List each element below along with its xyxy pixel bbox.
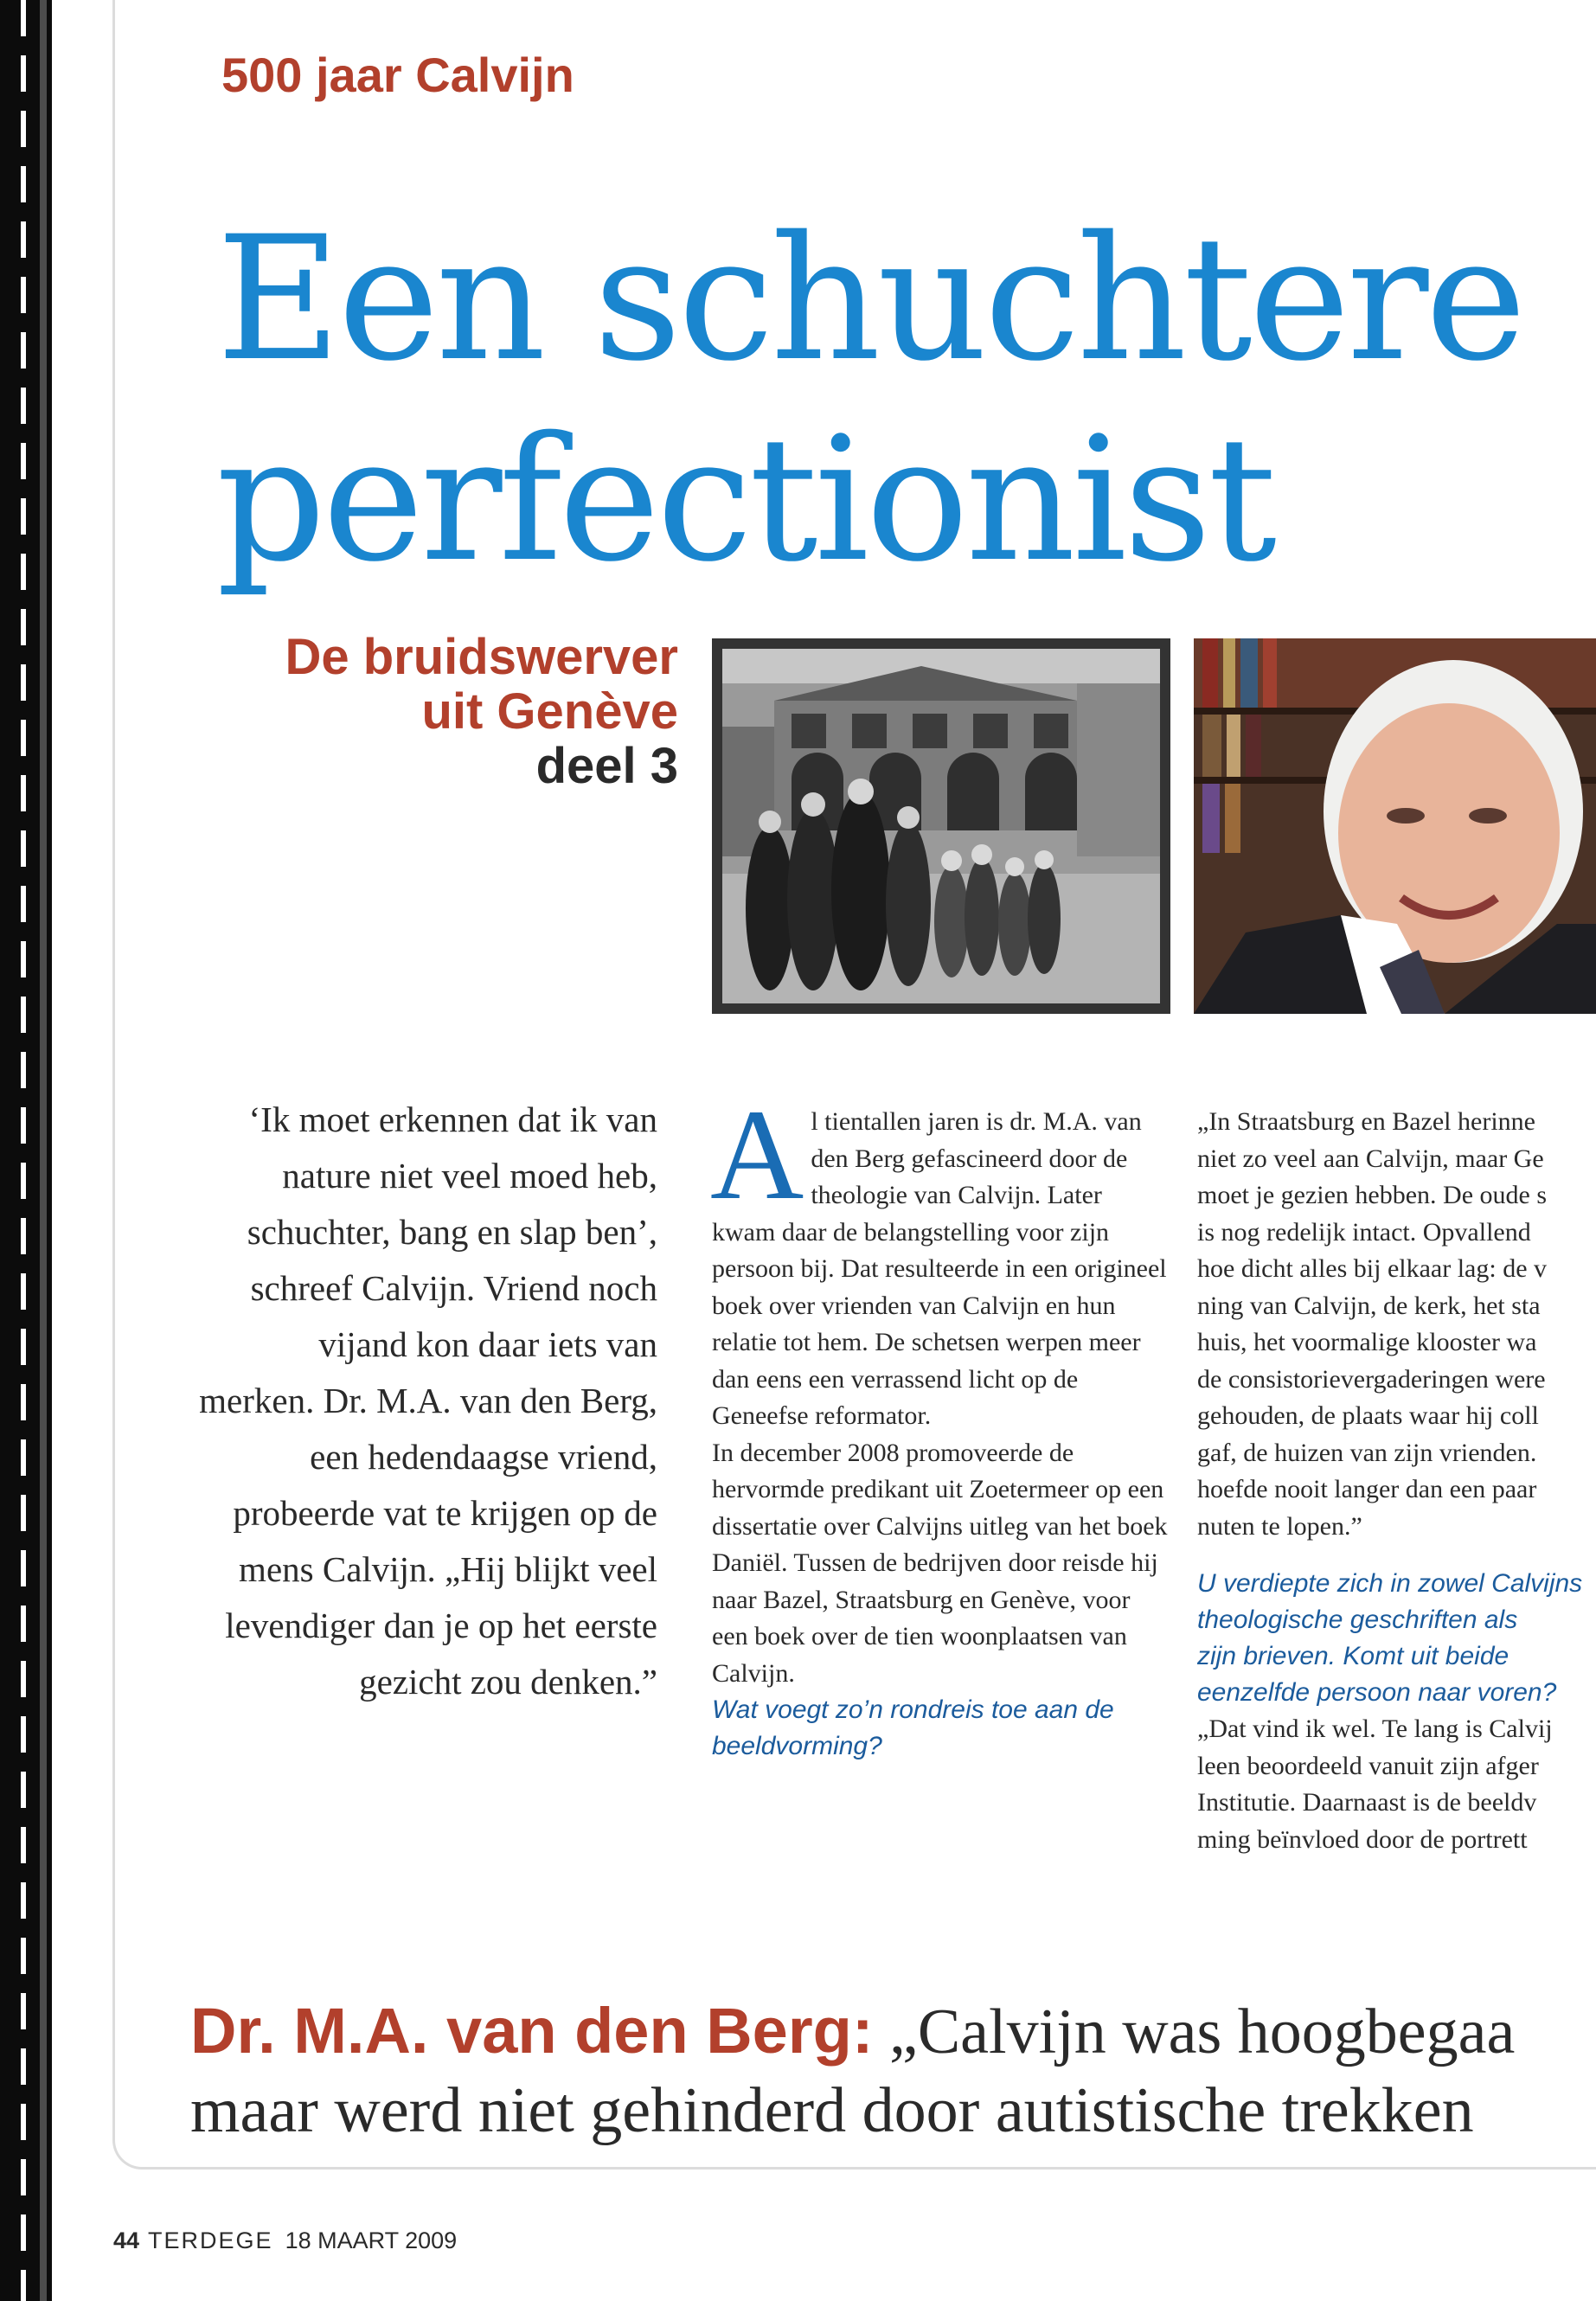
series-title — [216, 630, 678, 793]
answer-1-line: hoefde nooit langer dan een paar — [1197, 1475, 1537, 1503]
series-part: deel 3 — [535, 738, 678, 794]
answer-2-line: leen beoordeeld vanuit zijn afger — [1197, 1751, 1539, 1780]
paragraph-opening — [710, 1083, 1169, 1435]
answer-1-line: de consistorievergaderingen were — [1197, 1364, 1546, 1394]
answer-2-line: „Dat vind ik wel. Te lang is Calvij — [1197, 1715, 1553, 1743]
headline-line-2: perfectionist — [216, 400, 1274, 599]
answer-1-line: niet zo veel aan Calvijn, maar Ge — [1197, 1144, 1544, 1173]
question-2-line: theologische geschriften als — [1197, 1606, 1518, 1634]
kicker: 500 jaar Calvijn — [221, 48, 574, 102]
drop-cap: A — [710, 1083, 804, 1227]
answer-1-line: huis, het voormalige klooster wa — [1197, 1328, 1537, 1356]
question-2-line: eenzelfde persoon naar voren? — [1197, 1678, 1557, 1707]
answer-1-line: ning van Calvijn, de kerk, het sta — [1197, 1291, 1541, 1320]
answer-1-line: gehouden, de plaats waar hij coll — [1197, 1401, 1539, 1430]
paragraph-opening-text: l tientallen jaren is dr. M.A. van den Berg gefascineerd door de theologie van Calvijn. Later kwam daar de belangstelling voor zijn persoon bij. Dat resulteerde in een origineel boek over vrienden van Calvijn en hun relatie tot hem. De schetsen werpen meer dan eens een verrassend licht op de Geneefse reformator. — [712, 1107, 1167, 1430]
interview-question-2 — [1197, 1566, 1596, 1711]
answer-1-line: is nog redelijk intact. Opvallend — [1197, 1217, 1531, 1247]
historical-engraving-image — [712, 638, 1170, 1014]
answer-2-line: ming beïnvloed door de portrett — [1197, 1824, 1528, 1854]
answer-1-line: gaf, de huizen van zijn vrienden. — [1197, 1438, 1537, 1467]
pull-quote-speaker: Dr. M.A. van den Berg: — [190, 1995, 874, 2067]
paragraph-promotion: In december 2008 promoveerde de hervormde predikant uit Zoetermeer op een dissertatie over Calvijns uitleg van het boek Daniël. Tussen de bedrijven door reisde hij naar Bazel, Straatsburg en Genève, voor een boek over de tien woonplaatsen van Calvijn. — [712, 1438, 1168, 1688]
headline-line-1: Een schuchtere — [216, 199, 1523, 399]
body-column-2 — [1197, 1104, 1596, 1858]
answer-1 — [1197, 1104, 1596, 1545]
question-2-line: U verdiepte zich in zowel Calvijns — [1197, 1569, 1583, 1598]
answer-1-line: hoe dicht alles bij elkaar lag: de v — [1197, 1254, 1548, 1283]
pull-quote-line-2: maar werd niet gehinderd door autistische trekken — [190, 2075, 1474, 2146]
answer-1-line: nuten te lopen.” — [1197, 1511, 1362, 1541]
answer-1-line: moet je gezien hebben. De oude s — [1197, 1181, 1548, 1209]
body-column-1 — [710, 1083, 1169, 1765]
issue-date: 18 MAART 2009 — [285, 2227, 458, 2253]
portrait-photo — [1194, 638, 1596, 1014]
question-2-line: zijn brieven. Komt uit beide — [1197, 1642, 1509, 1670]
answer-2 — [1197, 1711, 1596, 1858]
page-number: 44 — [113, 2227, 140, 2253]
series-line-2: uit Genève — [421, 683, 678, 740]
interview-question-1: Wat voegt zo’n rondreis toe aan de beeldvorming? — [712, 1695, 1114, 1760]
pull-quote-line-1: „Calvijn was hoogbegaa — [873, 1997, 1516, 2067]
series-line-1: De bruidswerver — [285, 629, 678, 685]
answer-2-line: Institutie. Daarnaast is de beeldv — [1197, 1788, 1537, 1817]
magazine-name: TERDEGE — [148, 2227, 273, 2253]
answer-1-line: „In Straatsburg en Bazel herinne — [1197, 1107, 1535, 1136]
headline — [216, 199, 1523, 600]
page-footer — [113, 2227, 457, 2254]
magazine-binding-edge — [0, 0, 52, 2301]
binding-stitching — [21, 0, 26, 2301]
binding-gutter — [40, 0, 47, 2301]
intro-paragraph: ‘Ik moet erkennen dat ik van nature niet veel moed heb, schuchter, bang en slap ben’, schreef Calvijn. Vriend noch vijand kon daar iets van merken. Dr. M.A. van den Berg, een hedendaagse vriend, probeerde vat te krijgen op de mens Calvijn. „Hij blijkt veel levendiger dan je op het eerste gezicht zou denken.” — [199, 1099, 657, 1702]
pull-quote — [190, 1991, 1515, 2150]
